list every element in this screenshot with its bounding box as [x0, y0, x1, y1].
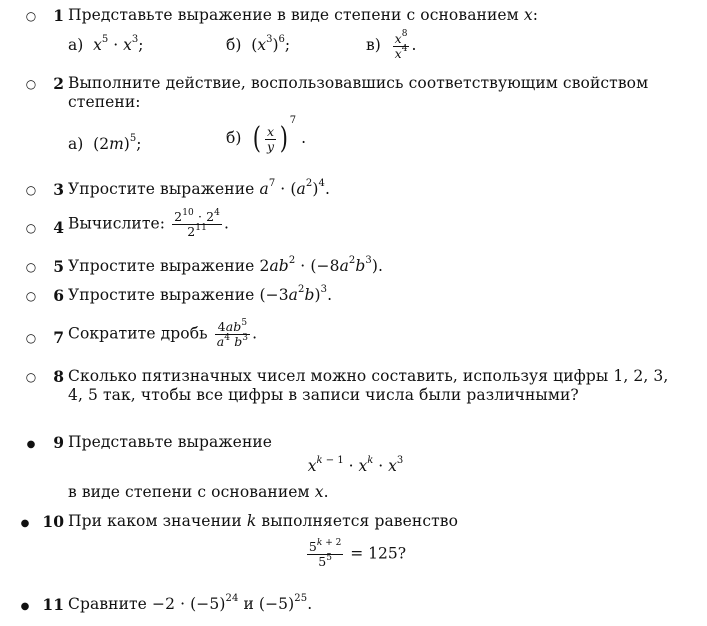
problem-text: Представьте выражение [68, 433, 273, 451]
problem-text-continued: в виде степени с основанием x. [68, 483, 329, 501]
subitem-c: в) $\frac{x^8}{x^4}$ . [366, 29, 417, 61]
problem-7 [24, 317, 687, 356]
fraction: $\frac{5^{k + 2}}{5^5}$ [308, 537, 342, 569]
problem-number: 8 [53, 367, 64, 386]
problem-number: 2 [53, 74, 64, 93]
problem-number: 3 [53, 180, 64, 199]
problem-text: Сократите дробь $\frac{4ab^5}{a^4 b^3}$ . [68, 317, 258, 349]
easy-level-marker-icon [24, 367, 38, 387]
problem-text: Сравните $-2 \cdot (-5)^{24}$ и $(-5)^{25}$. [68, 592, 313, 613]
problem-number: 6 [53, 286, 64, 305]
subitem-a: а) $x^5 \cdot x^3$; [68, 33, 144, 54]
problem-text: Упростите выражение $2ab^2 \cdot (-8a^2b^3)$. [68, 254, 384, 275]
problem-4 [24, 207, 687, 244]
problem-8 [24, 367, 687, 425]
problem-9 [24, 433, 687, 503]
subitem-a: а) $(2m)^5$; [68, 132, 142, 153]
advanced-level-marker-icon [24, 433, 38, 455]
problem-number: 7 [53, 328, 64, 347]
problem-5 [24, 254, 687, 279]
problem-number: 1 [53, 6, 64, 25]
easy-level-marker-icon [24, 218, 38, 238]
display-expression: $x^{k - 1} \cdot x^k \cdot x^3$ [307, 454, 404, 475]
easy-level-marker-icon [24, 74, 38, 94]
problem-11 [24, 592, 687, 617]
problem-number: 5 [53, 257, 64, 276]
problem-text: Выполните действие, воспользовавшись соответствующим свойством степени: [68, 74, 649, 111]
problem-number: 10 [42, 512, 64, 531]
problem-number: 4 [53, 218, 64, 237]
problem-text: Вычислите: $\frac{2^{10} \cdot 2^4}{2^{11}}$ . [68, 207, 230, 239]
fraction: $\frac{x}{y}$ [266, 123, 275, 154]
fraction: $\frac{x^8}{x^4}$ [394, 29, 408, 61]
problem-text: Сколько пятизначных чисел можно составить, используя цифры 1, 2, 3, 4, 5 так, чтобы все цифры в записи числа были различными? [68, 367, 669, 404]
problem-text: Представьте выражение в виде степени с основанием x: [68, 6, 539, 24]
problem-number: 9 [53, 433, 64, 452]
display-equation: $\frac{5^{k + 2}}{5^5}$ = 125? [308, 537, 407, 569]
fraction: $\frac{2^{10} \cdot 2^4}{2^{11}}$ [174, 207, 220, 239]
advanced-level-marker-icon [18, 512, 32, 534]
subitem-b: б) $(x^3)^6$; [226, 33, 291, 54]
subitem-b: б) ( $\frac{x}{y}$ )$^7$ . [226, 114, 306, 156]
easy-level-marker-icon [24, 328, 38, 348]
easy-level-marker-icon [24, 6, 38, 26]
problem-text: Упростите выражение $a^7 \cdot (a^2)^4$. [68, 177, 330, 198]
easy-level-marker-icon [24, 286, 38, 306]
problem-1 [24, 6, 687, 66]
fraction: $\frac{4ab^5}{a^4 b^3}$ [216, 317, 249, 349]
easy-level-marker-icon [24, 257, 38, 277]
problem-text: При каком значении k выполняется равенство [68, 512, 459, 530]
advanced-level-marker-icon [18, 595, 32, 617]
problem-3 [24, 177, 687, 202]
problem-6 [24, 283, 687, 308]
problem-2 [24, 74, 687, 169]
problem-10 [24, 512, 687, 582]
easy-level-marker-icon [24, 180, 38, 200]
problem-number: 11 [42, 595, 64, 614]
problem-text: Упростите выражение $(-3a^2b)^3$. [68, 283, 333, 304]
